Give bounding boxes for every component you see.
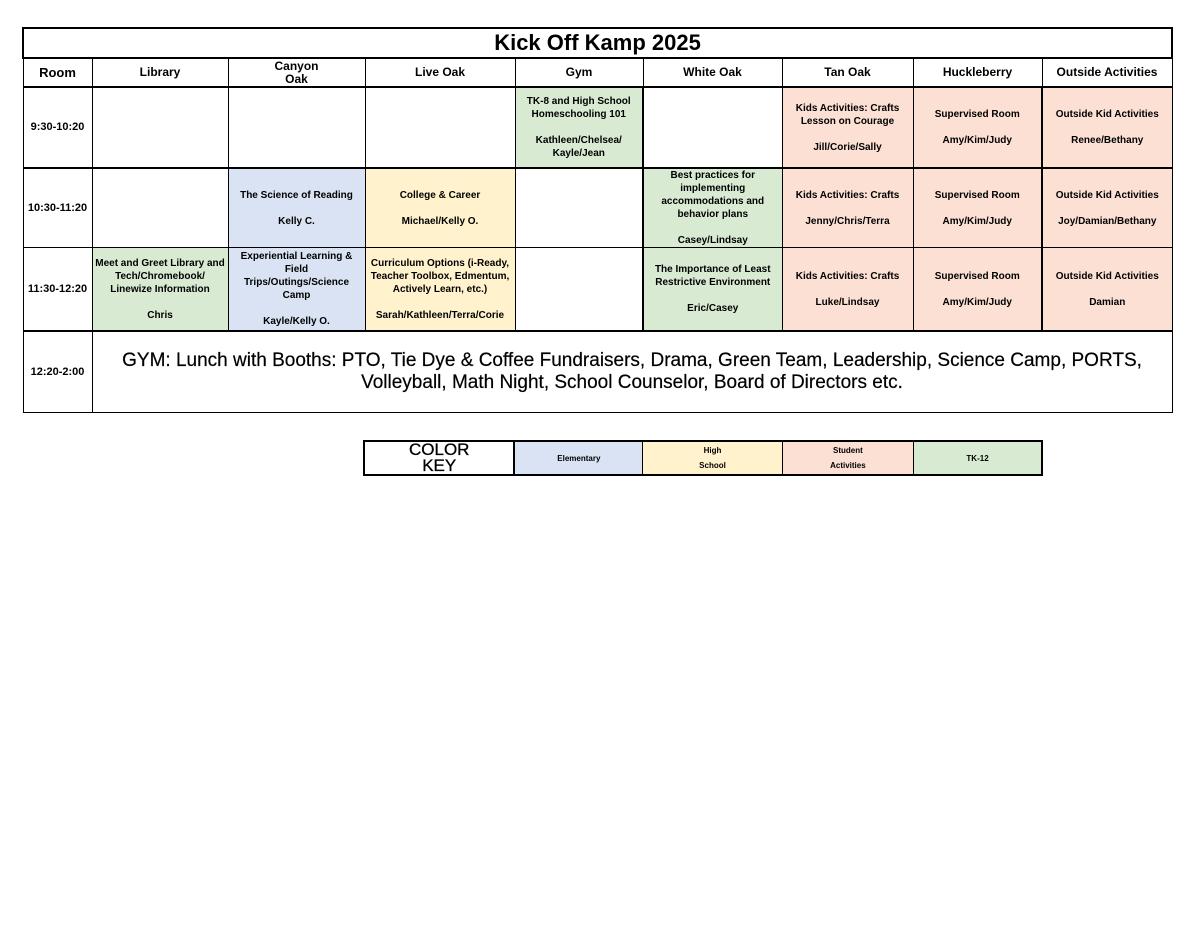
session-cell (515, 87, 643, 168)
key-tk12: TK-12 (914, 441, 1042, 475)
page-title: Kick Off Kamp 2025 (23, 28, 1172, 58)
session-cell (1042, 87, 1172, 168)
room-label: Canyon Oak (274, 58, 319, 86)
session-cell (92, 248, 228, 332)
session-text: Supervised Room Amy/Kim/Judy (934, 109, 1020, 146)
session-text: Outside Kid Activities Damian (1055, 270, 1159, 308)
room-canyon-oak-header (228, 58, 365, 87)
room-tan-oak-header (782, 58, 913, 87)
session-text: Kids Activities: Crafts Jenny/Chris/Terra (795, 189, 900, 227)
lunch-cell (92, 331, 1172, 413)
key-high-school: High School (643, 441, 782, 475)
room-outside-activities-header (1042, 58, 1172, 87)
lunch-text: GYM: Lunch with Booths: PTO, Tie Dye & Coffee Fundraisers, Drama, Green Team, Leadership, Science Camp, PORTS, Volleyball, Math Night, School Counselor, Board of Directors etc. (122, 350, 1142, 393)
room-label: White Oak (683, 65, 742, 79)
room-label: Live Oak (414, 65, 466, 79)
room-library-header (92, 58, 228, 87)
session-cell (782, 248, 913, 332)
room-header: Room (23, 58, 92, 87)
room-huckleberry-header (913, 58, 1042, 87)
session-cell (92, 87, 228, 168)
session-cell (643, 248, 782, 332)
room-label: Huckleberry (942, 65, 1013, 79)
session-text: Outside Kid Activities Renee/Bethany (1055, 109, 1159, 146)
session-text: Experiential Learning & Field Trips/Outings/Science Camp Kayle/Kelly O. (240, 251, 353, 327)
session-text: TK-8 and High School Homeschooling 101 Kathleen/Chelsea/ Kayle/Jean (526, 96, 631, 159)
session-cell (92, 168, 228, 248)
room-label: Gym (565, 65, 593, 79)
session-text: Supervised Room Amy/Kim/Judy (934, 270, 1020, 308)
session-cell (515, 248, 643, 332)
session-text: Best practices for implementing accommodations and behavior plans Casey/Lindsay (661, 170, 765, 246)
session-cell (228, 87, 365, 168)
session-cell (643, 168, 782, 248)
time-row (23, 168, 1172, 248)
time-slot: 11:30-12:20 (23, 248, 92, 332)
session-text: Outside Kid Activities Joy/Damian/Bethany (1055, 189, 1159, 227)
session-cell (228, 248, 365, 332)
session-cell (365, 248, 515, 332)
session-cell (1042, 248, 1172, 332)
session-cell (913, 87, 1042, 168)
session-cell (643, 87, 782, 168)
session-cell (228, 168, 365, 248)
schedule-table (22, 27, 1173, 413)
session-cell (1042, 168, 1172, 248)
room-live-oak-header (365, 58, 515, 87)
session-cell (365, 87, 515, 168)
room-label: Library (139, 65, 181, 79)
session-cell (913, 168, 1042, 248)
session-cell (365, 168, 515, 248)
room-gym-header (515, 58, 643, 87)
session-text: Supervised Room Amy/Kim/Judy (934, 189, 1020, 227)
session-text: Kids Activities: Crafts Luke/Lindsay (795, 270, 900, 308)
time-row (23, 248, 1172, 332)
time-row (23, 87, 1172, 168)
session-text: The Science of Reading Kelly C. (240, 189, 353, 227)
session-text: Meet and Greet Library and Tech/Chromebook/ Linewize Information Chris (95, 257, 225, 321)
key-student-activities: Student Activities (782, 441, 913, 475)
room-white-oak-header (643, 58, 782, 87)
lunch-row (23, 331, 1172, 413)
session-text: Kids Activities: Crafts Lesson on Courage Jill/Corie/Sally (795, 102, 900, 153)
time-slot: 10:30-11:20 (23, 168, 92, 248)
session-text: The Importance of Least Restrictive Environment Eric/Casey (654, 264, 771, 314)
header-row (23, 58, 1172, 87)
session-text: Curriculum Options (i-Ready, Teacher Toolbox, Edmentum, Actively Learn, etc.) Sarah/Kathleen/Terra/Corie (370, 257, 510, 321)
time-slot: 9:30-10:20 (23, 87, 92, 168)
session-cell (782, 168, 913, 248)
session-text: College & Career Michael/Kelly O. (399, 189, 481, 227)
session-cell (782, 87, 913, 168)
key-elementary: Elementary (514, 441, 642, 475)
room-label: Outside Activities (1056, 65, 1158, 79)
color-key-label: COLOR KEY (364, 441, 514, 475)
session-cell (515, 168, 643, 248)
color-key (363, 440, 1043, 476)
room-label: Tan Oak (824, 65, 871, 79)
time-slot: 12:20-2:00 (23, 331, 92, 413)
session-cell (913, 248, 1042, 332)
